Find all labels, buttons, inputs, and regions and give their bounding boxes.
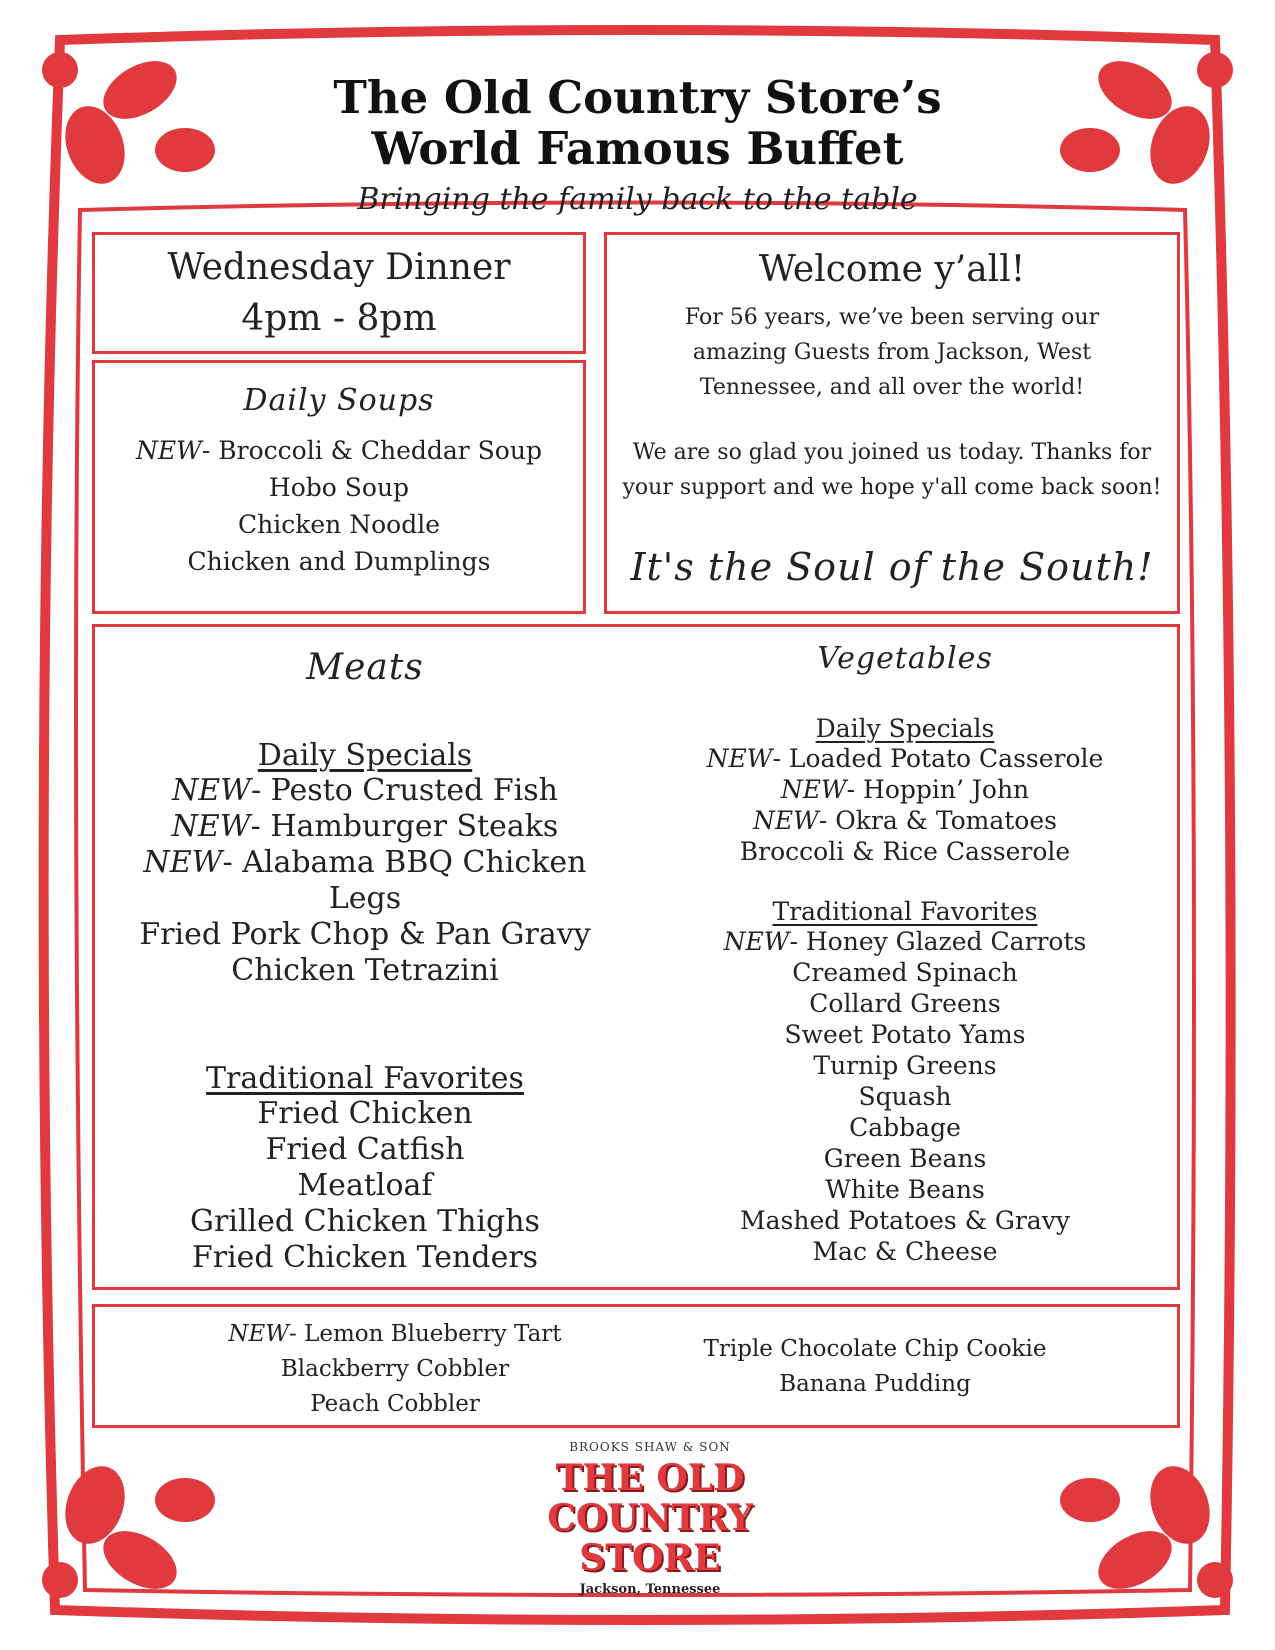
vegetables-specials-heading: Daily Specials [815,714,995,743]
item-name: - Broccoli & Cheddar Soup [201,436,542,465]
meats-column [115,647,615,1276]
menu-item: Fried Chicken [257,1096,473,1131]
item-name: - Okra & Tomatoes [818,806,1057,835]
meats-favorites-heading: Traditional Favorites [206,1061,524,1096]
welcome-paragraph-2: We are so glad you joined us today. Thanks for your support and we hope y'all come back soon! [622,440,1162,500]
menu-item [655,1236,1155,1267]
vegetables-column [655,641,1155,1267]
menu-item [655,957,1155,988]
desserts-left-list [175,1317,615,1422]
title-line-1: The Old Country Store’s [333,71,942,124]
corner-ornament-bottom-right-icon [1060,1458,1233,1601]
tagline: Bringing the family back to the table [357,182,918,217]
item-name: - Hoppin’ John [846,775,1030,804]
main-menu-box [92,624,1180,1290]
menu-item [655,1174,1155,1205]
page-title [0,72,1275,174]
logo-top-text: BROOKS SHAW & SON [569,1440,731,1454]
new-tag: NEW [780,775,847,804]
item-name: White Beans [825,1175,985,1204]
menu-item [655,1112,1155,1143]
new-tag: NEW [172,773,251,808]
soups-list [95,432,583,580]
slogan: It's the Soul of the South! [630,545,1154,589]
item-name: Mac & Cheese [812,1237,998,1266]
soups-box [92,360,586,614]
logo-bottom-text: Jackson, Tennessee [579,1582,721,1597]
item-name: - Pesto Crusted Fish [250,773,558,808]
item-name: Sweet Potato Yams [784,1020,1026,1049]
menu-item: Triple Chocolate Chip Cookie [703,1336,1047,1362]
menu-item [175,1352,615,1387]
menu-item [655,1143,1155,1174]
item-name: Fried Pork Chop & Pan Gravy [139,917,591,952]
menu-item [655,743,1155,774]
menu-item [655,1019,1155,1050]
item-name: Blackberry Cobbler [280,1356,510,1382]
item-name: - Honey Glazed Carrots [789,927,1087,956]
meats-favorites-list [115,1096,615,1276]
new-tag: NEW [723,927,790,956]
vegetables-heading: Vegetables [817,641,993,676]
menu-item [655,988,1155,1019]
new-tag: NEW [706,744,773,773]
logo-line-1: THE OLD COUNTRY [547,1457,753,1539]
hours-time: 4pm - 8pm [241,298,437,339]
menu-item [115,953,615,989]
menu-item [655,1081,1155,1112]
menu-item [115,773,615,809]
welcome-paragraph-1: For 56 years, we’ve been serving our amazing Guests from Jackson, West Tennessee, and all over the world! [684,305,1100,400]
item-name: Hobo Soup [268,473,410,502]
menu-item [655,1205,1155,1236]
item-name: - Alabama BBQ Chicken Legs [222,845,587,916]
menu-item: Fried Catfish [265,1132,465,1167]
vegetables-specials-list [655,743,1155,867]
menu-item [655,1050,1155,1081]
item-name: Broccoli & Rice Casserole [739,837,1071,866]
menu-item [655,926,1155,957]
vegetables-favorites-list [655,926,1155,1267]
item-name: Chicken and Dumplings [187,547,491,576]
item-name: Peach Cobbler [310,1391,480,1417]
new-tag: NEW [143,845,223,880]
menu-item [95,506,583,543]
item-name: Squash [858,1082,952,1111]
title-line-2: World Famous Buffet [371,122,904,175]
item-name: Turnip Greens [813,1051,997,1080]
menu-item: Grilled Chicken Thighs [190,1204,540,1239]
menu-item [175,1317,615,1352]
desserts-box [92,1304,1180,1428]
menu-item: Fried Chicken Tenders [191,1240,539,1275]
menu-item [95,469,583,506]
item-name: - Loaded Potato Casserole [772,744,1104,773]
menu-item [115,845,615,917]
welcome-heading: Welcome y’all! [758,249,1026,290]
item-name: Cabbage [849,1113,961,1142]
menu-item [115,809,615,845]
meats-specials-list [115,773,615,989]
new-tag: NEW [136,436,202,465]
menu-item [95,432,583,469]
store-logo [500,1440,800,1597]
soups-heading: Daily Soups [243,383,435,418]
item-name: Chicken Noodle [238,510,440,539]
welcome-box [604,232,1180,614]
menu-item [95,543,583,580]
vegetables-favorites-heading: Traditional Favorites [772,897,1038,926]
menu-item: Banana Pudding [779,1371,971,1397]
menu-item: Meatloaf [297,1168,433,1203]
meats-heading: Meats [306,647,424,688]
menu-item [655,805,1155,836]
new-tag: NEW [228,1321,289,1347]
item-name: Creamed Spinach [792,958,1018,987]
menu-item [115,917,615,953]
menu-item [655,774,1155,805]
menu-item [175,1387,615,1422]
item-name: Mashed Potatoes & Gravy [740,1206,1070,1235]
new-tag: NEW [753,806,819,835]
item-name: Green Beans [823,1144,987,1173]
corner-ornament-bottom-left-icon [42,1458,215,1601]
item-name: Collard Greens [809,989,1001,1018]
hours-box [92,232,586,354]
desserts-right-list [655,1332,1095,1402]
menu-item [655,836,1155,867]
new-tag: NEW [171,809,251,844]
meats-specials-heading: Daily Specials [257,738,473,773]
logo-line-2: STORE [579,1537,721,1579]
hours-title: Wednesday Dinner [167,247,511,288]
item-name: - Hamburger Steaks [250,809,559,844]
item-name: Chicken Tetrazini [231,953,499,988]
item-name: - Lemon Blueberry Tart [288,1321,562,1347]
